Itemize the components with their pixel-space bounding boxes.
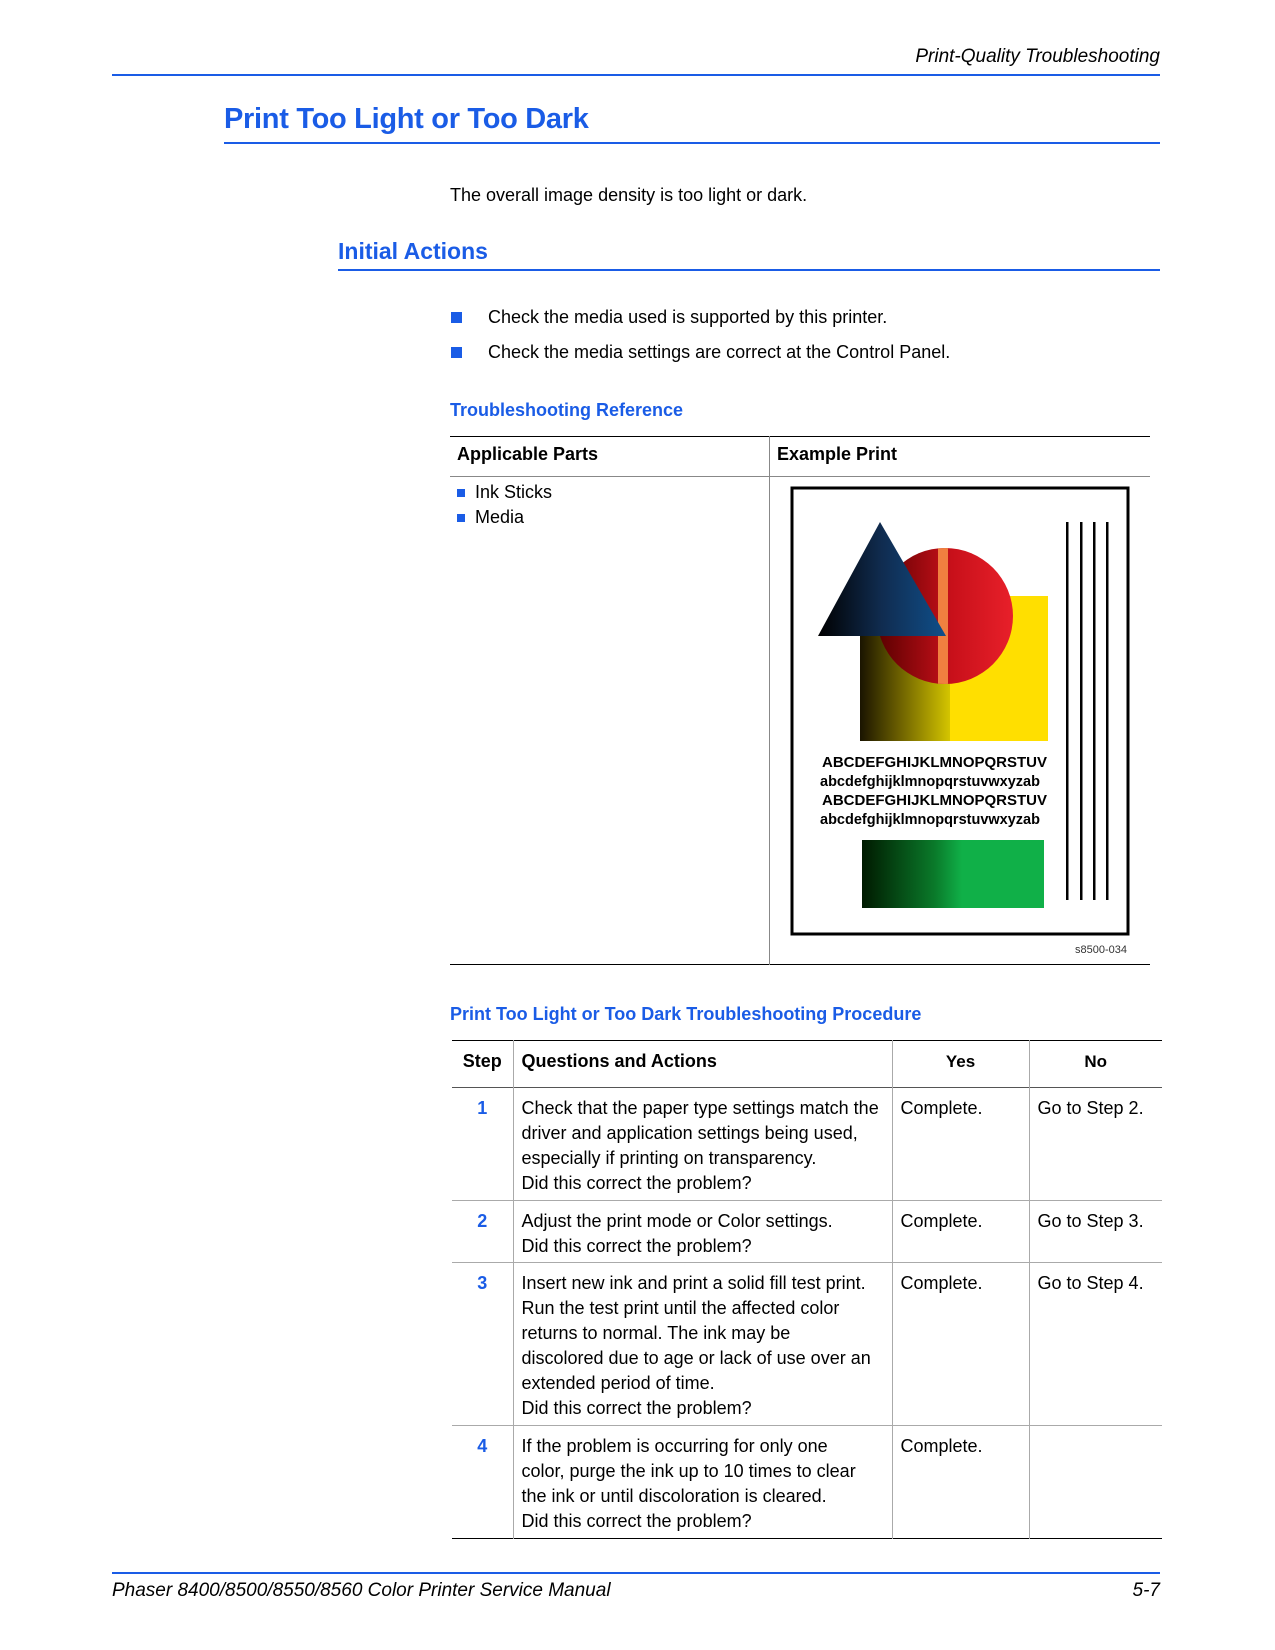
table-row	[452, 1201, 1162, 1263]
action-line: extended period of time.	[521, 1373, 715, 1393]
no-result: Go to Step 4.	[1037, 1273, 1144, 1293]
action-line: Adjust the print mode or Color settings.	[521, 1211, 833, 1231]
no-result: Go to Step 3.	[1037, 1211, 1144, 1231]
procedure-table	[452, 1040, 1162, 1539]
list-item	[450, 341, 950, 376]
col-header-example: Example Print	[777, 444, 898, 464]
section-rule	[338, 269, 1160, 271]
sample-text-line: abcdefghijklmnopqrstuvwxyzab	[820, 774, 1040, 790]
action-line: Check that the paper type settings match the	[521, 1098, 879, 1118]
figure-code: s8500-034	[1075, 944, 1127, 956]
list-item	[457, 505, 552, 530]
step-number: 1	[452, 1088, 513, 1201]
reference-table	[450, 436, 1150, 966]
footer-manual-title: Phaser 8400/8500/8550/8560 Color Printer Service Manual	[112, 1580, 611, 1601]
action-line: the ink or until discoloration is cleared.	[521, 1486, 827, 1506]
action-line: returns to normal. The ink may be	[521, 1323, 791, 1343]
yes-result: Complete.	[892, 1201, 1029, 1263]
list-item-text: Check the media settings are correct at the Control Panel.	[488, 342, 951, 362]
reference-title: Troubleshooting Reference	[450, 400, 684, 420]
square-bullet-icon	[451, 347, 462, 358]
action-line: Did this correct the problem?	[521, 1511, 752, 1531]
table-rule	[450, 476, 1150, 477]
title-rule	[224, 142, 1160, 144]
example-print-image	[790, 486, 1130, 936]
procedure-title: Print Too Light or Too Dark Troubleshooting Procedure	[450, 1004, 922, 1024]
col-header-no: No	[1084, 1052, 1108, 1071]
yes-result: Complete.	[892, 1088, 1029, 1201]
table-divider	[769, 436, 770, 965]
step-actions	[513, 1426, 892, 1539]
header-rule	[112, 74, 1160, 76]
action-line: Did this correct the problem?	[521, 1173, 752, 1193]
table-header-row	[452, 1041, 1162, 1088]
action-line: color, purge the ink up to 10 times to clear	[521, 1461, 856, 1481]
list-item	[450, 306, 950, 341]
action-line: discolored due to age or lack of use over an	[521, 1348, 871, 1368]
sample-text-line: ABCDEFGHIJKLMNOPQRSTUV	[822, 792, 1048, 809]
step-actions	[513, 1263, 892, 1426]
list-item	[457, 480, 552, 505]
part-name: Ink Sticks	[475, 482, 553, 502]
intro-text: The overall image density is too light or dark.	[450, 185, 808, 205]
square-bullet-icon	[451, 312, 462, 323]
table-row	[452, 1426, 1162, 1539]
col-header-step: Step	[452, 1041, 513, 1088]
step-number: 3	[452, 1263, 513, 1426]
footer-rule	[112, 1572, 1160, 1574]
action-line: Insert new ink and print a solid fill test print.	[521, 1273, 866, 1293]
col-header-questions: Questions and Actions	[513, 1041, 892, 1088]
table-row	[452, 1263, 1162, 1426]
step-actions	[513, 1088, 892, 1201]
yes-result: Complete.	[892, 1263, 1029, 1426]
square-bullet-icon	[457, 514, 465, 522]
initial-actions-list	[450, 306, 950, 376]
parts-list	[457, 480, 552, 530]
step-number: 4	[452, 1426, 513, 1539]
no-result: Go to Step 2.	[1037, 1098, 1144, 1118]
page-number: 5-7	[1132, 1580, 1160, 1601]
table-rule	[450, 436, 1150, 437]
action-line: Run the test print until the affected color	[521, 1298, 840, 1318]
list-item-text: Check the media used is supported by this printer.	[488, 307, 888, 327]
table-row	[452, 1088, 1162, 1201]
action-line: If the problem is occurring for only one	[521, 1436, 828, 1456]
col-header-parts: Applicable Parts	[457, 444, 599, 464]
square-bullet-icon	[457, 489, 465, 497]
no-result	[1029, 1426, 1162, 1539]
running-head: Print-Quality Troubleshooting	[915, 46, 1160, 67]
table-rule	[450, 964, 1150, 965]
sample-text-line: ABCDEFGHIJKLMNOPQRSTUV	[822, 754, 1048, 771]
part-name: Media	[475, 507, 525, 527]
initial-actions-title: Initial Actions	[338, 238, 488, 264]
col-header-yes: Yes	[892, 1041, 1029, 1088]
action-line: Did this correct the problem?	[521, 1236, 752, 1256]
action-line: Did this correct the problem?	[521, 1398, 752, 1418]
step-number: 2	[452, 1201, 513, 1263]
sample-text-line: abcdefghijklmnopqrstuvwxyzab	[820, 812, 1040, 828]
action-line: especially if printing on transparency.	[521, 1148, 817, 1168]
yes-result: Complete.	[892, 1426, 1029, 1539]
action-line: driver and application settings being used,	[521, 1123, 858, 1143]
page-title: Print Too Light or Too Dark	[224, 103, 589, 135]
step-actions	[513, 1201, 892, 1263]
